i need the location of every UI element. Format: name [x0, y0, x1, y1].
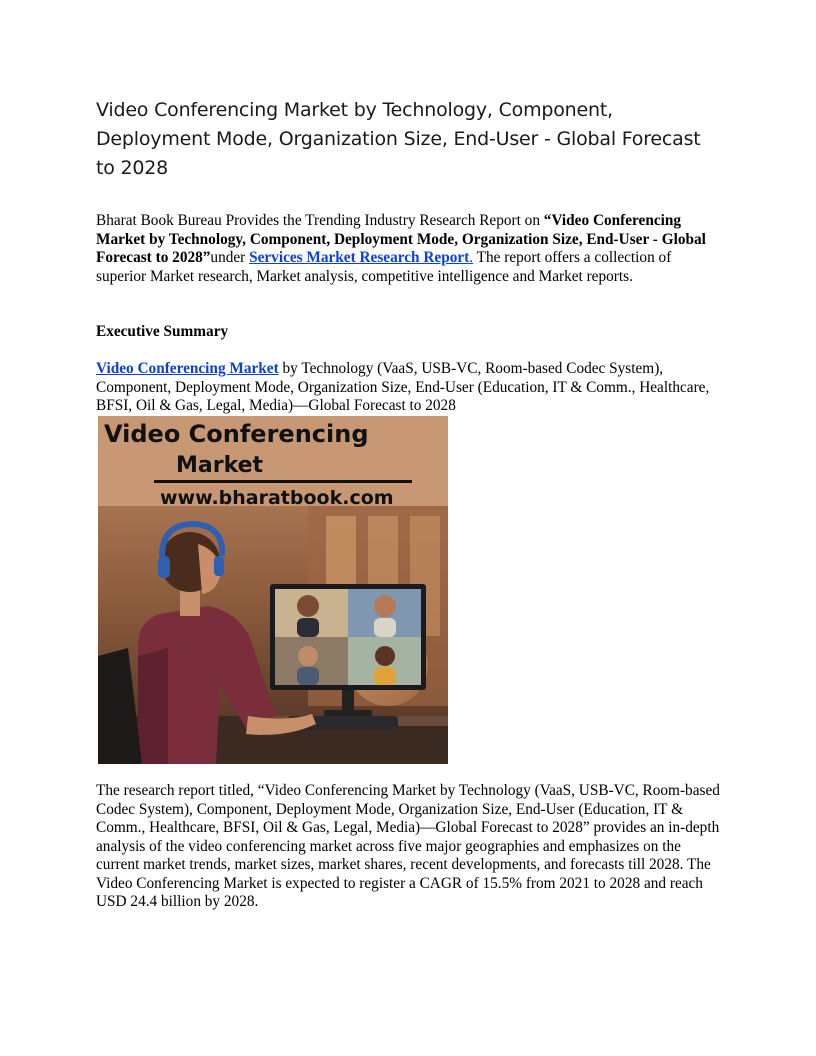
report-name: “Video Conferencing Market by Technology, Component, Deployment Mode, Organization Size, End-User - Global Forecast to 2028” — [96, 212, 706, 266]
market-banner-image — [98, 416, 448, 764]
executive-summary-text: by Technology (VaaS, USB-VC, Room-based Codec System), Component, Deployment Mode, Organization Size, End-User (Education, IT & Comm., Healthcare, BFSI, Oil & Gas, Legal, Media)—Global Forecast to 2028 — [96, 360, 710, 414]
page-title: Video Conferencing Market by Technology, Component, Deployment Mode, Organization Size, End-User - Global Forecast to 2028 — [96, 99, 701, 179]
banner-line2: Market — [176, 453, 264, 478]
intro-paragraph — [96, 212, 722, 286]
link-dot[interactable]: . — [469, 249, 474, 266]
intro-tail: The report offers a collection of superior Market research, Market analysis, competitive intelligence and Market reports. — [96, 249, 672, 285]
banner-line1: Video Conferencing — [104, 420, 369, 448]
description-paragraph: The research report titled, “Video Conferencing Market by Technology (VaaS, USB-VC, Room-based Codec System), Component, Deployment Mode, Organization Size, End-User (Education, IT & Comm., Healthcare, BFSI, Oil & Gas, Legal, Media)—Global Forecast to 2028” provides an in-depth analysis of the video conferencing market across five major geographies and emphasizes on the current market trends, market sizes, market shares, recent developments, and forecasts till 2028. The Video Conferencing Market is expected to register a CAGR of 15.5% from 2021 to 2028 and reach USD 24.4 billion by 2028. — [96, 782, 720, 910]
services-report-link[interactable]: Services Market Research Report — [249, 249, 470, 266]
executive-summary-heading: Executive Summary — [96, 323, 229, 340]
intro-lead: Bharat Book Bureau Provides the Trending Industry Research Report on — [96, 212, 544, 229]
banner-url: www.bharatbook.com — [160, 487, 394, 509]
executive-summary-paragraph — [96, 360, 722, 416]
intro-under: under — [210, 249, 250, 266]
video-conferencing-market-link[interactable]: Video Conferencing Market — [96, 360, 279, 377]
